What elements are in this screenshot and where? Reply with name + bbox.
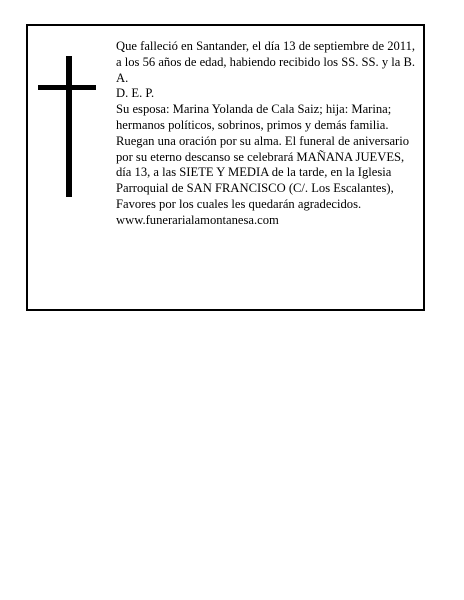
rest-in-peace: D. E. P.: [116, 86, 155, 101]
death-announcement: Que falleció en Santander, el día 13 de septiembre de 2011, a los 56 años de edad, habiendo recibido los SS. SS. y la B. A.: [116, 39, 416, 85]
family-and-funeral-details: Su esposa: Marina Yolanda de Cala Saiz; hija: Marina; hermanos políticos, sobrinos, primos y demás familia. Ruegan una oración por su alma. El funeral de aniversario por su eterno descanso se celebrará MAÑANA JUEVES, día 13, a las SIETE Y MEDIA de la tarde, en la Iglesia Parroquial de SAN FRANCISCO (C/. Los Escalantes), Favores por los cuales les quedarán agradecidos.: [116, 102, 410, 211]
latin-cross-icon: [28, 26, 128, 313]
obituary-text: [116, 39, 416, 229]
obituary-notice: [26, 24, 425, 311]
funeral-home-website: www.funerarialamontanesa.com: [116, 212, 279, 227]
